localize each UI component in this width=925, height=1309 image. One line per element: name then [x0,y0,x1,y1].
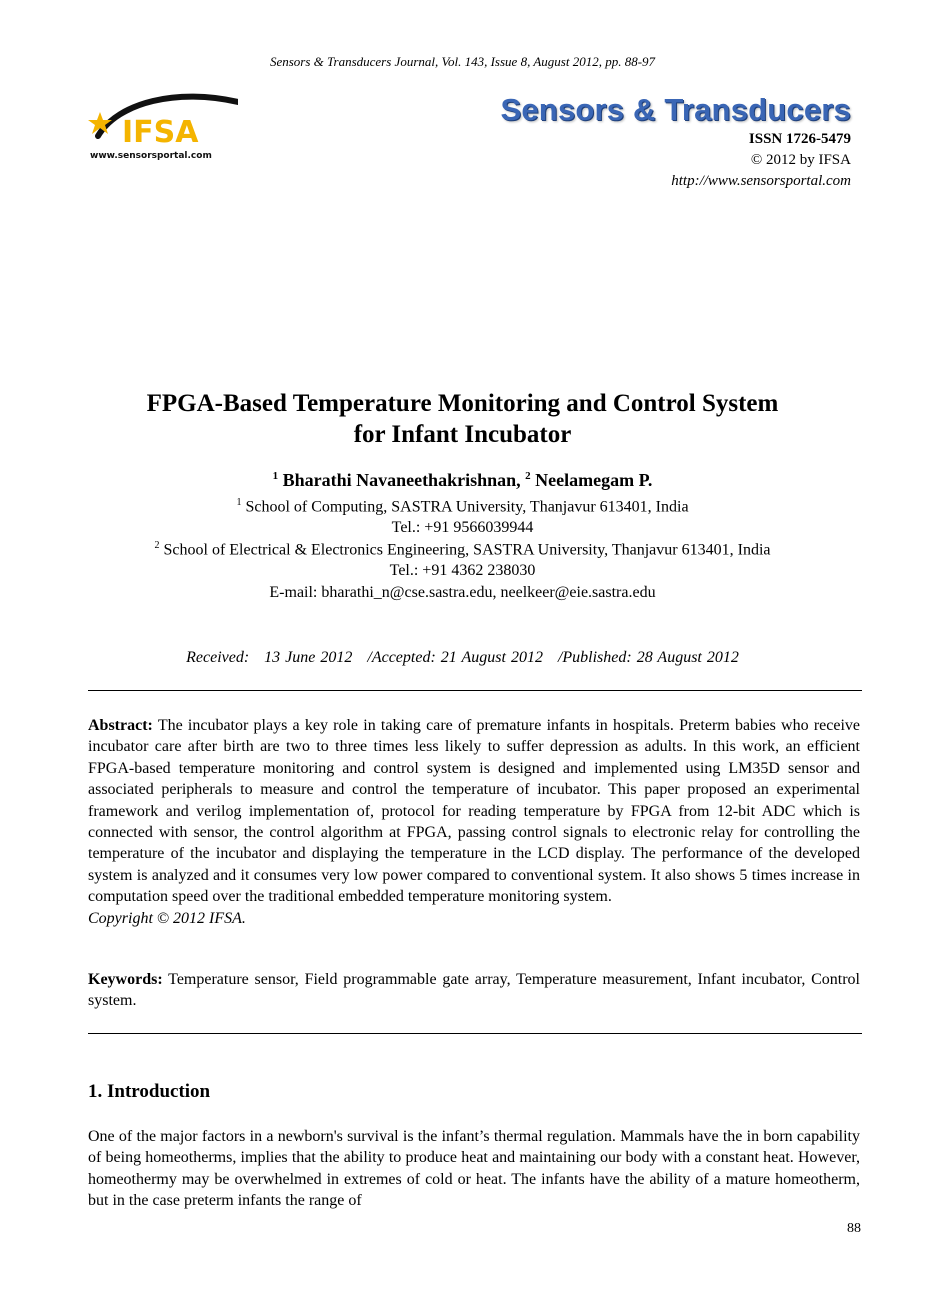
telephone-2: Tel.: +91 4362 238030 [389,562,536,579]
logo-text: IFSA [122,115,199,150]
affiliation-1-text: School of Computing, SASTRA University, Thanjavur 613401, India [245,498,689,516]
affiliation-1 [0,497,925,516]
keywords-label: Keywords: [88,971,163,988]
paper-title [0,388,925,450]
journal-url[interactable]: http://www.sensorsportal.com [671,173,851,189]
abstract-copyright: Copyright © 2012 IFSA. [88,909,246,927]
divider-bottom [88,1033,862,1034]
introduction-paragraph: One of the major factors in a newborn's survival is the infant’s thermal regulation. Mammals have the in born capability of being homeotherms, implies that the ability to produce heat and maintaining our body with a constant heat. However, homeothermy may be overwhelmed in extremes of cold or heat. The infants have the ability of a mature homeotherm, but in the case preterm infants the range of [88,1128,860,1210]
author-1: Bharathi Navaneethakrishnan, [282,470,521,490]
journal-brand: Sensors & Transducers [500,92,851,127]
keywords-text: Temperature sensor, Field programmable gate array, Temperature measurement, Infant incubator, Control system. [88,971,860,1010]
title-line-2: for Infant Incubator [353,421,572,448]
telephone-1: Tel.: +91 9566039944 [391,519,534,536]
publication-dates: Received: 13 June 2012 /Accepted: 21 August 2012 /Published: 28 August 2012 [186,649,739,666]
author-2: Neelamegam P. [535,470,653,490]
affil1-sup: 1 [236,497,242,508]
section-heading: 1. Introduction [88,1081,211,1102]
header-copyright: © 2012 by IFSA [750,152,851,168]
page-number: 88 [847,1221,861,1236]
logo-url: www.sensorsportal.com [90,151,212,161]
affiliation-2 [0,540,925,559]
abstract [88,715,860,929]
ifsa-logo-icon [88,92,238,162]
title-line-1: FPGA-Based Temperature Monitoring and Control System [146,390,779,417]
affiliation-2-text: School of Electrical & Electronics Engineering, SASTRA University, Thanjavur 613401, India [163,541,771,559]
authors [0,470,925,491]
author1-sup: 1 [272,470,279,482]
issn: ISSN 1726-5479 [748,131,851,147]
journal-citation: Sensors & Transducers Journal, Vol. 143, Issue 8, August 2012, pp. 88-97 [269,54,656,69]
ifsa-logo [88,92,238,162]
email: E-mail: bharathi_n@cse.sastra.edu, neelkeer@eie.sastra.edu [269,584,656,601]
abstract-text: The incubator plays a key role in taking care of premature infants in hospitals. Preterm babies who receive incubator care after birth are two to three times less likely to suffer depression as adults. In this work, an efficient FPGA-based temperature monitoring and control system is designed and implemented using LM35D sensor and associated peripherals to measure and control the temperature of incubator. This paper proposed an experimental framework and verilog implementation of, protocol for reading temperature by FPGA from 12-bit ADC which is connected with sensor, the control algorithm at FPGA, passing control signals to electronic relay for controlling the temperature of the incubator and displaying the temperature in the LCD display. The performance of the developed system is analyzed and it consumes very low power compared to conventional system. It also shows 5 times increase in computation speed over the traditional embedded temperature monitoring system. [88,717,860,906]
abstract-label: Abstract: [88,717,153,734]
affil2-sup: 2 [154,540,160,551]
keywords [88,969,860,1012]
author2-sup: 2 [525,470,531,482]
divider-top [88,690,862,691]
